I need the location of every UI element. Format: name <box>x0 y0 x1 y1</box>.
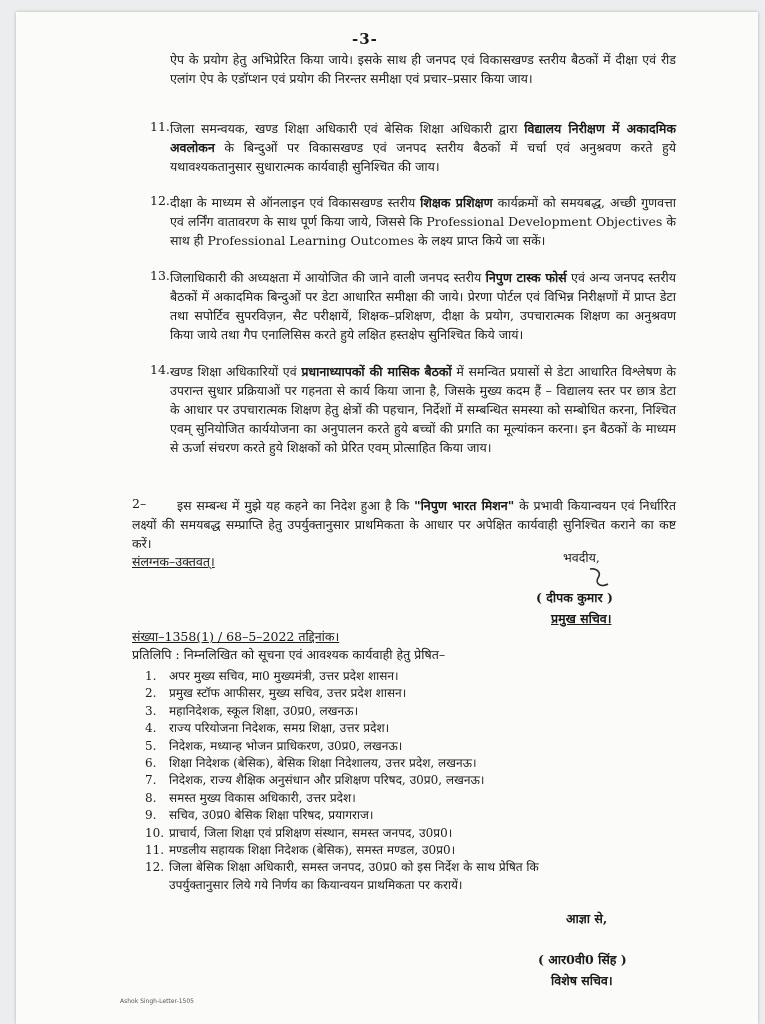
list-item-number: 11. <box>145 842 165 857</box>
list-item-number: 9. <box>145 808 157 823</box>
list-item-number: 10. <box>145 825 165 840</box>
list-item-number: 7. <box>145 773 157 788</box>
list-item <box>145 789 705 806</box>
list-item-number: 8. <box>145 790 157 805</box>
list-item <box>145 737 705 754</box>
continued-paragraph: ऐप के प्रयोग हेतु अभिप्रेरित किया जाये। इसके साथ ही जनपद एवं विकासखण्ड स्तरीय बैठकों में दीक्षा एवं रीड एलांग ऐप के एडॉप्शन एवं प्रयोग की निरन्तर समीक्षा एवं प्रचार–प्रसार किया जाय। <box>170 52 676 86</box>
list-item-text: राज्य परियोजना निदेशक, समग्र शिक्षा, उत्तर प्रदेश। <box>169 721 390 736</box>
footer-reference: Ashok Singh-Letter-1505 <box>120 998 194 1005</box>
signatory-designation: प्रमुख सचिव। <box>551 611 612 626</box>
point-number: 13. <box>150 268 170 283</box>
point-11-text: जिला समन्वयक, खण्ड शिक्षा अधिकारी एवं बेसिक शिक्षा अधिकारी द्वारा विद्यालय निरीक्षण में अकादमिक अवलोकन के बिन्दुओं पर विकासखण्ड एवं जनपद स्तरीय बैठकों में चर्चा एवं अनुश्रवण करते हुये यथावश्यकतानुसार सुधारात्मक कार्यवाही सुनिश्चित की जाय। <box>170 121 676 174</box>
list-item <box>145 771 705 788</box>
paragraph-number: 2– <box>132 496 147 511</box>
list-item-text: शिक्षा निदेशक (बेसिक), बेसिक शिक्षा निदेशालय, उत्तर प्रदेश, लखनऊ। <box>169 755 477 770</box>
reference-number: संख्या–1358(1) / 68–5–2022 तद्दिनांक। <box>132 629 340 644</box>
list-item-continuation: उपर्युक्तानुसार लिये गये निर्णय का कियान्वयन प्राथमिकता पर करायें। <box>169 877 463 892</box>
list-item-number: 12. <box>145 860 165 875</box>
list-item-number: 6. <box>145 755 157 770</box>
list-item <box>145 824 705 841</box>
copy-intro: प्रतिलिपि : निम्नलिखित को सूचना एवं आवश्यक कार्यवाही हेतु प्रेषित– <box>132 647 446 662</box>
list-item-text: अपर मुख्य सचिव, मा0 मुख्यमंत्री, उत्तर प्रदेश शासन। <box>169 669 399 683</box>
point-number: 11. <box>150 119 170 134</box>
list-item <box>145 684 705 701</box>
list-item <box>145 858 705 875</box>
signatory-name: ( आर0वी0 सिंह ) <box>538 952 627 967</box>
point-14-text: खण्ड शिक्षा अधिकारियों एवं प्रधानाध्यापकों की मासिक बैठकों में समन्वित प्रयासों से डेटा आधारित विश्लेषण के उपरान्त सुधार प्रक्रियाओं पर गहनता से कार्य किया जाना है, जिसके मुख्य कदम हैं – विद्यालय स्तर पर छात्र डेटा के आधार पर उपचारात्मक शिक्षण हेतु क्षेत्रों की पहचान, निर्देशों में सम्बन्धित समस्या को सम्बोधित करना, निश्चित एवम् सुनियोजित कार्ययोजना का अनुपालन करते हुये बच्चों की प्रगति का मूल्यांकन करना। इन बैठकों के माध्यम से ऊर्जा संचरण करते हुये शिक्षकों को प्रेरित एवम् प्रोत्साहित किया जाय। <box>170 364 676 455</box>
paragraph-2-text: इस सम्बन्ध में मुझे यह कहने का निदेश हुआ है कि "निपुण भारत मिशन" के प्रभावी कियान्वयन एवं निर्धारित लक्ष्यों की समयबद्ध सम्प्राप्ति हेतु उपर्युक्तानुसार प्राथमिकता के आधार पर अपेक्षित कार्यवाही सुनिश्चित कराने का कष्ट करें। <box>132 498 676 551</box>
list-item-text: प्रमुख स्टॉफ आफीसर, मुख्य सचिव, उत्तर प्रदेश शासन। <box>169 686 407 701</box>
list-item-number: 2. <box>145 686 157 701</box>
list-item-text: मण्डलीय सहायक शिक्षा निदेशक (बेसिक), समस्त मण्डल, उ0प्र0। <box>169 842 456 857</box>
list-item-number: 4. <box>145 721 157 736</box>
list-item <box>145 754 705 771</box>
point-13-text: जिलाधिकारी की अध्यक्षता में आयोजित की जाने वाली जनपद स्तरीय निपुण टास्क फोर्स एवं अन्य जनपद स्तरीय बैठकों में अकादमिक बिन्दुओं पर डेटा आधारित समीक्षा की जाये। प्रेरणा पोर्टल एवं विभिन्न निरीक्षणों में प्राप्त डेटा तथा सपोर्टिव सुपरविज़न, सैट परीक्षायें, शिक्षक–प्रशिक्षण, दीक्षा के प्रयोग, उपचारात्मक शिक्षण का अनुश्रवण किया जाये तथा गैप एनालिसिस करते हुये लक्षित हस्तक्षेप सुनिश्चित किये जायं। <box>170 270 676 342</box>
list-item-text: प्राचार्य, जिला शिक्षा एवं प्रशिक्षण संस्थान, समस्त जनपद, उ0प्र0। <box>169 825 453 840</box>
list-item <box>145 719 705 736</box>
list-item <box>145 841 705 858</box>
list-item-text: निदेशक, राज्य शैक्षिक अनुसंधान और प्रशिक्षण परिषद, उ0प्र0, लखनऊ। <box>169 773 485 788</box>
point-number: 12. <box>150 193 170 208</box>
signature-closing: आज्ञा से, <box>566 911 608 926</box>
list-item-text: निदेशक, मध्यान्ह भोजन प्राधिकरण, उ0प्र0, लखनऊ। <box>169 738 403 753</box>
copy-recipient-list <box>145 667 705 893</box>
list-item-text: सचिव, उ0प्र0 बेसिक शिक्षा परिषद, प्रयागराज। <box>169 808 374 823</box>
list-item <box>145 702 705 719</box>
enclosure-note: संलग्नक–उक्तवत्। <box>132 554 215 569</box>
list-item <box>145 667 705 684</box>
list-item-text: समस्त मुख्य विकास अधिकारी, उत्तर प्रदेश। <box>169 790 356 805</box>
signatory-name: ( दीपक कुमार ) <box>536 590 613 605</box>
page-number: -3- <box>352 30 378 48</box>
signatory-designation: विशेष सचिव। <box>551 973 613 988</box>
point-12-text: दीक्षा के माध्यम से ऑनलाइन एवं विकासखण्ड स्तरीय शिक्षक प्रशिक्षण कार्यक्रमों को समयबद्ध, अच्छी गुणवत्ता एवं लर्निंग वातावरण के साथ पूर्ण किया जाये, जिससे कि Professional Development Objectives के साथ ही Professional Learning Outcomes के लक्ष्य प्राप्त किये जा सकें। <box>170 195 676 248</box>
list-item-number: 1. <box>145 669 157 683</box>
signature-closing: भवदीय, <box>563 550 600 565</box>
point-number: 14. <box>150 362 170 377</box>
list-item <box>145 806 705 823</box>
list-item-text: जिला बेसिक शिक्षा अधिकारी, समस्त जनपद, उ0प्र0 को इस निर्देश के साथ प्रेषित कि <box>169 860 539 875</box>
list-item-number: 3. <box>145 703 157 718</box>
list-item-number: 5. <box>145 738 157 753</box>
list-item-text: महानिदेशक, स्कूल शिक्षा, उ0प्र0, लखनऊ। <box>169 703 359 718</box>
